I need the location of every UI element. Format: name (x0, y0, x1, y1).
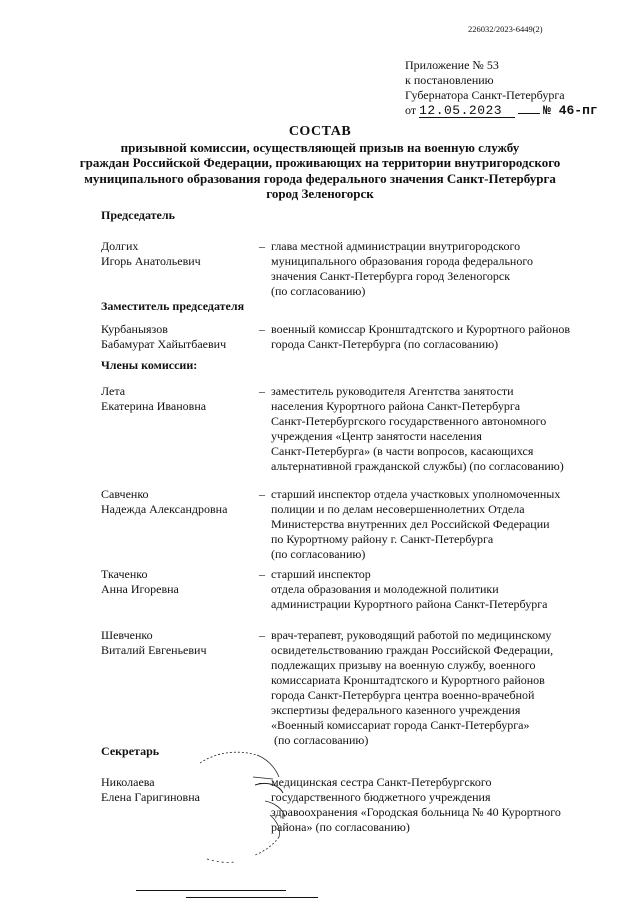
dash: – (259, 322, 265, 336)
date-prefix: от (405, 103, 417, 117)
appendix-title: Приложение № 53 (405, 58, 499, 72)
desc-line: города Санкт-Петербурга центра военно-врачебной (271, 688, 535, 702)
desc-line: Министерства внутренних дел Российской Федерации (271, 517, 550, 531)
desc-line: по Курортному району г. Санкт-Петербурга (271, 532, 494, 546)
given-name: Екатерина Ивановна (101, 399, 207, 413)
given-name: Анна Игоревна (101, 582, 179, 596)
decree-number: № 46-пг (543, 103, 598, 118)
desc-line: (по согласованию) (271, 547, 366, 561)
desc-line: населения Курортного района Санкт-Петербурга (271, 399, 521, 413)
dash: – (259, 628, 265, 642)
person-name (101, 239, 201, 269)
given-name: Виталий Евгеньевич (101, 643, 207, 657)
desc-line: города Санкт-Петербурга (по согласованию) (271, 337, 499, 351)
document-id: 226032/2023-6449(2) (468, 24, 543, 34)
title-line: муниципального образования города федерального значения Санкт-Петербурга (84, 170, 556, 186)
given-name: Бабамурат Хайытбаевич (101, 337, 227, 351)
bottom-divider-line (136, 890, 286, 891)
person-description (271, 567, 601, 612)
desc-line: освидетельствованию граждан Российской Федерации, (271, 643, 554, 657)
dash: – (259, 384, 265, 398)
person-name (101, 775, 200, 805)
appendix-issuer: Губернатора Санкт-Петербурга (405, 88, 565, 102)
person-description (271, 322, 601, 352)
desc-line: «Военный комиссариат города Санкт-Петербурга» (271, 718, 530, 732)
desc-line: (по согласованию) (271, 284, 366, 298)
dash: – (259, 567, 265, 581)
title-line: граждан Российской Федерации, проживающих на территории внутригородского (79, 155, 561, 170)
person-description (271, 487, 601, 562)
desc-line: заместитель руководителя Агентства занятости (271, 384, 514, 398)
desc-line: подлежащих призыву на военную службу, военного (271, 658, 536, 672)
surname: Долгих (101, 239, 139, 253)
desc-line: старший инспектор отдела участковых уполномоченных (271, 487, 561, 501)
dash: – (259, 775, 265, 789)
given-name: Игорь Анатольевич (101, 254, 201, 268)
surname: Савченко (101, 487, 149, 501)
section-deputy: Заместитель председателя (101, 299, 245, 313)
desc-line: комиссариата Кронштадтского и Курортного районов (271, 673, 545, 687)
surname: Ткаченко (101, 567, 148, 581)
desc-line: (по согласованию) (271, 733, 369, 747)
desc-line: государственного бюджетного учреждения (271, 790, 491, 804)
desc-line: администрации Курортного района Санкт-Петербурга (271, 597, 548, 611)
title-line: город Зеленогорск (266, 186, 374, 201)
desc-line: полиции и по делам несовершеннолетних Отдела (271, 502, 525, 516)
desc-line: здравоохранения «Городская больница № 40 Курортного (271, 805, 561, 819)
person-description (271, 775, 601, 835)
appendix-block (405, 58, 598, 118)
desc-line: медицинская сестра Санкт-Петербургского (271, 775, 492, 789)
desc-line: глава местной администрации внутригородского (271, 239, 521, 253)
appendix-date-line (405, 103, 598, 118)
desc-line: врач-терапевт, руководящий работой по медицинскому (271, 628, 552, 642)
person-description (271, 628, 601, 748)
desc-line: Санкт-Петербургского государственного автономного (271, 414, 547, 428)
person-name (101, 487, 227, 517)
desc-line: Санкт-Петербурга» (в части вопросов, касающихся (271, 444, 534, 458)
given-name: Надежда Александровна (101, 502, 228, 516)
bottom-divider-line (186, 897, 318, 898)
desc-line: военный комиссар Кронштадтского и Курортного районов (271, 322, 571, 336)
desc-line: района» (по согласованию) (271, 820, 410, 834)
surname: Шевченко (101, 628, 153, 642)
desc-line: значения Санкт-Петербурга город Зеленогорск (271, 269, 511, 283)
document-title (0, 124, 640, 202)
given-name: Елена Гаригиновна (101, 790, 200, 804)
person-name (101, 628, 207, 658)
dash: – (259, 239, 265, 253)
desc-line: альтернативной гражданской службы) (по согласованию) (271, 459, 564, 473)
desc-line: муниципального образования города федерального (271, 254, 533, 268)
dash: – (259, 487, 265, 501)
person-description (271, 239, 601, 299)
surname: Курбаныязов (101, 322, 168, 336)
title-line: призывной комиссии, осуществляющей призыв на военную службу (120, 139, 520, 155)
person-description (271, 384, 601, 474)
title-main: СОСТАВ (288, 124, 352, 139)
section-chairman: Председатель (101, 208, 175, 222)
desc-line: экспертизы федерального казенного учреждения (271, 703, 521, 717)
person-name (101, 322, 226, 352)
surname: Лета (101, 384, 126, 398)
person-name (101, 384, 206, 414)
handwritten-signature (195, 745, 290, 870)
desc-line: старший инспектор (271, 567, 371, 581)
desc-line: отдела образования и молодежной политики (271, 582, 499, 596)
section-members: Члены комиссии: (101, 358, 198, 372)
person-name (101, 567, 179, 597)
surname: Николаева (101, 775, 155, 789)
decree-date: 12.05.2023 (419, 103, 503, 118)
desc-line: учреждения «Центр занятости населения (271, 429, 482, 443)
section-secretary: Секретарь (101, 744, 160, 758)
appendix-ref: к постановлению (405, 73, 494, 87)
